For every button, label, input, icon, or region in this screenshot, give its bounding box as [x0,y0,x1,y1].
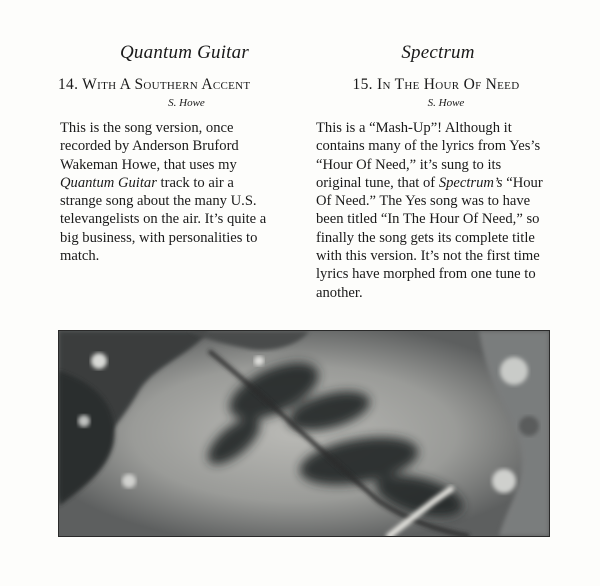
album-reference: Spectrum’s [438,174,503,191]
description-text: track to air a strange song about the many U.S. televangelists on the air. It’s quite a big business, with personalities to match. [60,174,267,265]
track-description [58,119,278,265]
album-reference: Quantum Guitar [60,174,157,191]
album-title: Quantum Guitar [120,42,249,63]
description-text: This is a “Mash-Up”! Although it contains many of the lyrics from Yes’s “Hour Of Need,” it’s sung to its original tune, that of [316,120,541,191]
description-text: This is the song version, once recorded by Anderson Bruford Wakeman Howe, that uses my [60,120,239,173]
track-15-column [316,42,556,302]
track-title: 15. In The Hour Of Need [352,76,520,93]
track-14-column [58,42,303,265]
album-title: Spectrum [401,42,475,63]
description-text: “Hour Of Need.” The Yes song was to have been titled “In The Hour Of Need,” so finally the song gets its complete title with this version. It’s not the first time lyrics have morphed from one tune to another. [316,174,543,301]
track-title: 14. With A Southern Accent [58,76,251,93]
photo-image [59,331,549,536]
track-description [316,119,548,302]
shadow-photograph [58,330,550,537]
songwriter-credit: S. Howe [168,97,205,109]
songwriter-credit: S. Howe [427,97,465,109]
